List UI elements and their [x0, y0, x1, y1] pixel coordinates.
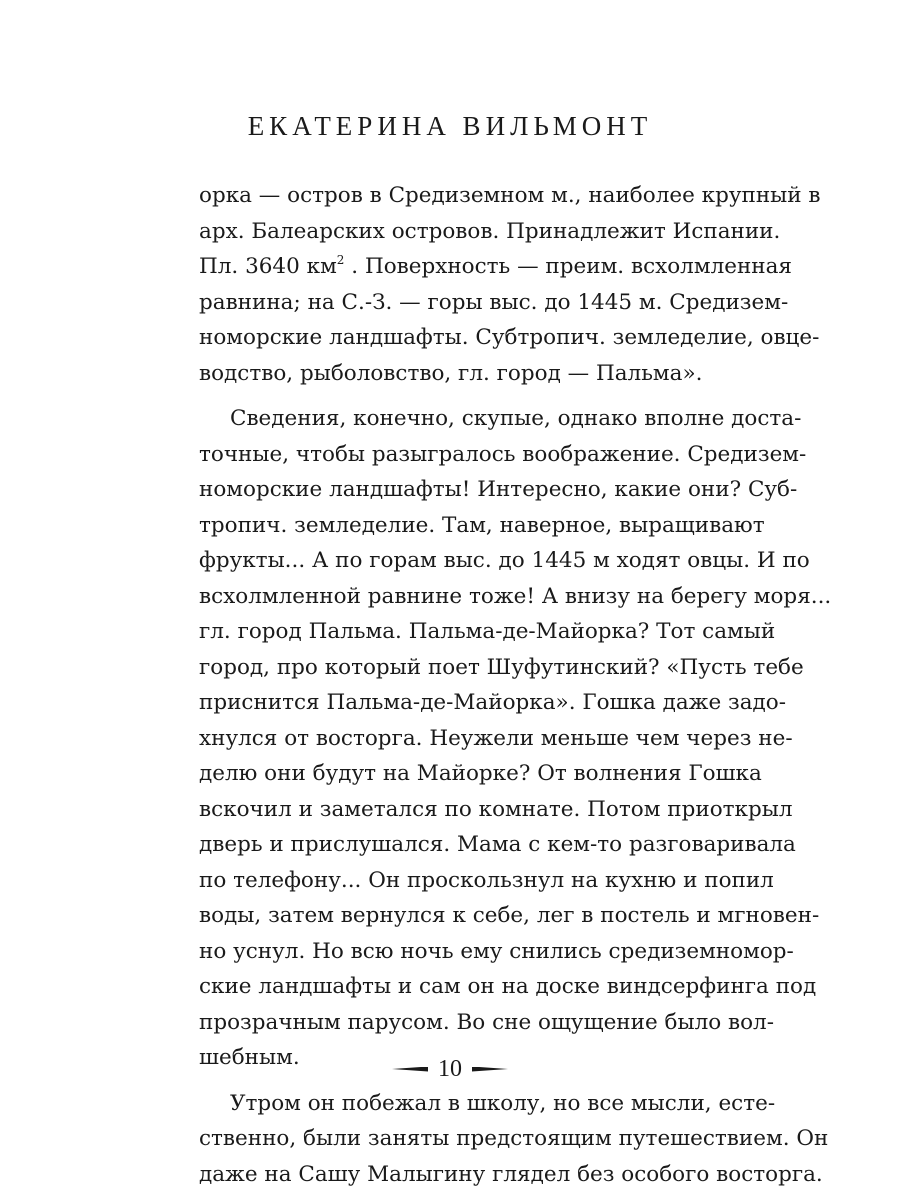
text-line: [199, 249, 792, 285]
text-line: номорские ландшафты! Интересно, какие они? Суб-: [199, 477, 798, 502]
text-line: прозрачным парусом. Во сне ощущение было вол-: [199, 1009, 774, 1035]
area-text: Пл. 3640 км: [199, 254, 337, 279]
text-line: гл. город Пальма. Пальма-де-Майорка? Тот самый: [199, 619, 776, 644]
text-line: Сведения, конечно, скупые, однако вполне доста-: [230, 406, 802, 431]
text-line: арх. Балеарских островов. Принадлежит Испании.: [199, 218, 781, 244]
text-line: даже на Сашу Малыгину глядел без особого восторга.: [199, 1161, 823, 1187]
text-line: равнина; на С.-З. — горы выс. до 1445 м. Средизем-: [199, 289, 789, 315]
text-line: тропич. земледелие. Там, наверное, выращивают: [199, 512, 765, 538]
text-line: точные, чтобы разыгралось воображение. Средизем-: [199, 441, 807, 467]
text-line: хнулся от восторга. Неужели меньше чем через не-: [199, 725, 793, 751]
text-line: делю они будут на Майорке? От волнения Гошка: [199, 761, 762, 786]
text-line: ские ландшафты и сам он на доске виндсерфинга под: [199, 974, 817, 999]
text-line: по телефону... Он проскользнул на кухню и попил: [199, 867, 774, 893]
text-line: приснится Пальма-де-Майорка». Гошка даже задо-: [199, 690, 787, 715]
text-line: фрукты... А по горам выс. до 1445 м ходят овцы. И по: [199, 548, 810, 573]
page-number-ornament-right: [472, 1067, 508, 1072]
page-number-ornament-left: [392, 1067, 428, 1072]
body-text: [199, 178, 832, 1192]
paragraph: [199, 1086, 829, 1193]
text-line: дверь и прислушался. Мама с кем-то разговаривала: [199, 832, 796, 857]
text-line: номорские ландшафты. Субтропич. земледелие, овце-: [199, 325, 820, 350]
text-line: воды, затем вернулся к себе, лег в постель и мгновен-: [199, 903, 820, 928]
text-line: шебным.: [199, 1045, 300, 1070]
text-line: водство, рыболовство, гл. город — Пальма».: [199, 360, 703, 386]
text-line: но уснул. Но всю ночь ему снились средиземномор-: [199, 938, 794, 964]
text-line: вскочил и заметался по комнате. Потом приоткрыл: [199, 796, 793, 822]
page-number: [0, 1054, 900, 1084]
text-line: ственно, были заняты предстоящим путешествием. Он: [199, 1126, 829, 1151]
text-line: город, про который поет Шуфутинский? «Пусть тебе: [199, 654, 804, 680]
superscript: 2: [336, 253, 345, 267]
paragraph: [199, 401, 832, 1076]
running-title: ЕКАТЕРИНА ВИЛЬМОНТ: [247, 111, 653, 141]
text-fragment: . Поверхность — преим. всхолмленная: [344, 254, 792, 279]
text-line: всхолмленной равнине тоже! А внизу на берегу моря...: [199, 583, 832, 609]
text-line: орка — остров в Средиземном м., наиболее крупный в: [199, 183, 821, 208]
text-line: Утром он побежал в школу, но все мысли, есте-: [230, 1090, 776, 1116]
paragraph: [199, 178, 821, 391]
page-number-text: 10: [438, 1056, 462, 1082]
